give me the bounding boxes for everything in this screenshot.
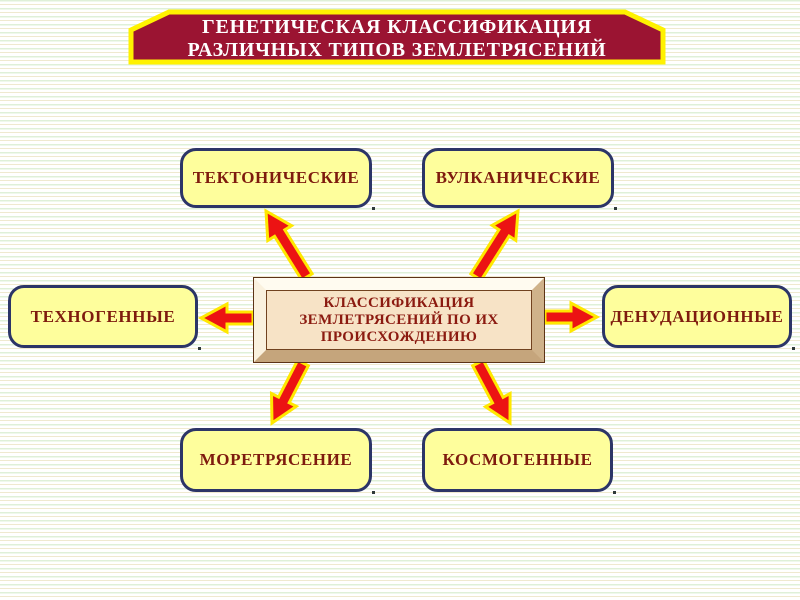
node-seaquake-label: МОРЕТРЯСЕНИЕ: [199, 450, 353, 469]
slide-title-line1: ГЕНЕТИЧЕСКАЯ КЛАССИФИКАЦИЯ: [201, 15, 593, 38]
node-cosmogenic-label: КОСМОГЕННЫЕ: [442, 450, 593, 469]
node-volcanic-label: ВУЛКАНИЧЕСКИЕ: [435, 168, 601, 187]
shadow-dot: [792, 347, 795, 350]
node-denudational-label: ДЕНУДАЦИОННЫЕ: [610, 306, 784, 326]
shadow-dot: [198, 347, 201, 350]
node-technogenic: [8, 285, 198, 348]
arrow-to-cosmogenic: [473, 360, 510, 423]
center-label-line2: ЗЕМЛЕТРЯСЕНИЙ ПО ИХ: [299, 311, 499, 328]
slide-title-line2: РАЗЛИЧНЫХ ТИПОВ ЗЕМЛЕТРЯСЕНИЙ: [187, 38, 607, 61]
title-banner: [127, 8, 667, 66]
center-label-line3: ПРОИСХОЖДЕНИЮ: [320, 328, 478, 345]
shadow-dot: [613, 491, 616, 494]
shadow-dot: [372, 491, 375, 494]
center-node: [253, 277, 545, 363]
shadow-dot: [372, 207, 375, 210]
arrow-to-volcanic: [471, 211, 518, 280]
node-cosmogenic: [422, 428, 613, 492]
node-tectonic: [180, 148, 372, 208]
node-tectonic-label: ТЕКТОНИЧЕСКИЕ: [192, 168, 360, 187]
arrow-to-seaquake: [272, 360, 309, 423]
node-technogenic-label: ТЕХНОГЕННЫЕ: [30, 306, 176, 326]
node-volcanic: [422, 148, 614, 208]
node-denudational: [602, 285, 792, 348]
slide-title: [127, 11, 667, 66]
center-label-line1: КЛАССИФИКАЦИЯ: [323, 294, 475, 311]
center-node-label: [266, 290, 532, 350]
arrow-to-tectonic: [266, 211, 312, 280]
arrow-to-technogenic: [201, 304, 253, 332]
shadow-dot: [614, 207, 617, 210]
node-seaquake: [180, 428, 372, 492]
arrow-to-denudational: [545, 303, 597, 331]
